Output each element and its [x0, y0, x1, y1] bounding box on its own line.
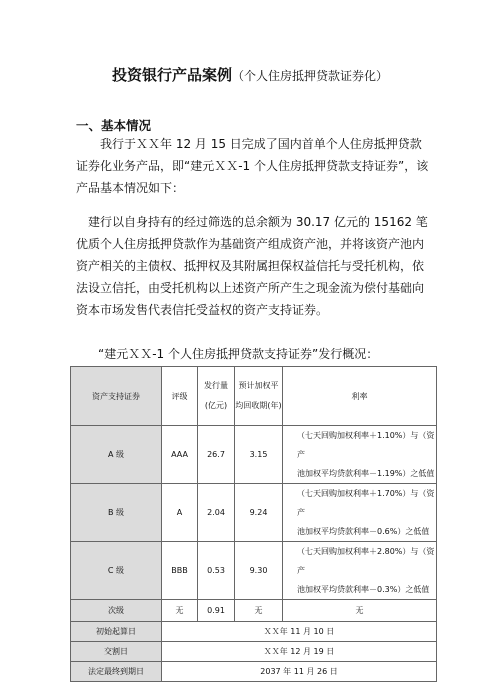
page-title-main: 投资银行产品案例: [111, 66, 232, 84]
page-title-sub: （个人住房抵押贷款证券化）: [232, 69, 389, 83]
row-term: 无: [235, 600, 283, 622]
date-label: 交割日: [71, 642, 162, 662]
row-rate-line2: 池加权平均贷款利率－0.3%）之低值: [297, 585, 430, 594]
table-row: [71, 426, 437, 484]
row-rating: BBB: [162, 542, 198, 600]
issuance-table: [70, 366, 437, 682]
row-rate: [283, 542, 437, 600]
header-issue-amount: [198, 367, 235, 426]
row-rate: [283, 484, 437, 542]
table-header-row: [71, 367, 437, 426]
table-row: [71, 600, 437, 622]
header-issue-amount-line2: (亿元): [204, 401, 228, 410]
table-row: [71, 484, 437, 542]
section-heading: 一、基本情况: [76, 118, 152, 133]
row-class-name: A 级: [71, 426, 162, 484]
header-rating: 评级: [162, 367, 198, 426]
paragraph-intro: 我行于ＸＸ年 12 月 15 日完成了国内首单个人住房抵押贷款证券化业务产品，即“建元ＸＸ-1 个人住房抵押贷款支持证券”，该产品基本情况如下：: [76, 137, 429, 195]
row-rate-line2: 池加权平均贷款利率－0.6%）之低值: [297, 527, 430, 536]
table-caption: “建元ＸＸ-1 个人住房抵押贷款支持证券”发行概况：: [98, 347, 379, 361]
date-row: [71, 662, 437, 682]
row-amount: 0.91: [198, 600, 235, 622]
row-rate-line1: （七天回购加权利率＋1.70%）与（资产: [297, 489, 435, 517]
row-amount: 0.53: [198, 542, 235, 600]
date-row: [71, 642, 437, 662]
row-class-name: 次级: [71, 600, 162, 622]
date-value: ＸＸ年 12 月 19 日: [162, 642, 437, 662]
header-term-line2: 均回收期(年): [235, 401, 282, 410]
row-amount: 26.7: [198, 426, 235, 484]
date-row: [71, 622, 437, 642]
header-term: [235, 367, 283, 426]
date-label: 法定最终到期日: [71, 662, 162, 682]
row-class-name: C 级: [71, 542, 162, 600]
row-rating: A: [162, 484, 198, 542]
row-class-name: B 级: [71, 484, 162, 542]
row-rating: 无: [162, 600, 198, 622]
paragraph-detail: 建行以自身持有的经过筛选的总余额为 30.17 亿元的 15162 笔优质个人住房抵押贷款作为基础资产组成资产池，并将该资产池内资产相关的主债权、抵押权及其附属担保权益信托与受托机构，依法设立信托，由受托机构以上述资产所产生之现金流为偿付基础向资本市场发售代表信托受益权的资产支持证券。: [76, 215, 428, 317]
row-amount: 2.04: [198, 484, 235, 542]
row-rate-line2: 池加权平均贷款利率－1.19%）之低值: [297, 469, 435, 478]
header-rate: 利率: [283, 367, 437, 426]
row-rating: AAA: [162, 426, 198, 484]
row-rate: 无: [283, 600, 437, 622]
header-issue-amount-line1: 发行量: [204, 381, 228, 390]
row-rate-line1: （七天回购加权利率＋2.80%）与（资产: [297, 547, 435, 575]
page-title: [0, 64, 500, 85]
date-value: 2037 年 11 月 26 日: [162, 662, 437, 682]
header-security: 资产支持证券: [71, 367, 162, 426]
row-term: 9.30: [235, 542, 283, 600]
date-value: ＸＸ年 11 月 10 日: [162, 622, 437, 642]
row-term: 3.15: [235, 426, 283, 484]
row-rate-line1: （七天回购加权利率＋1.10%）与（资产: [297, 431, 435, 459]
date-label: 初始起算日: [71, 622, 162, 642]
row-term: 9.24: [235, 484, 283, 542]
table-row: [71, 542, 437, 600]
row-rate: [283, 426, 437, 484]
header-term-line1: 预计加权平: [238, 381, 279, 390]
